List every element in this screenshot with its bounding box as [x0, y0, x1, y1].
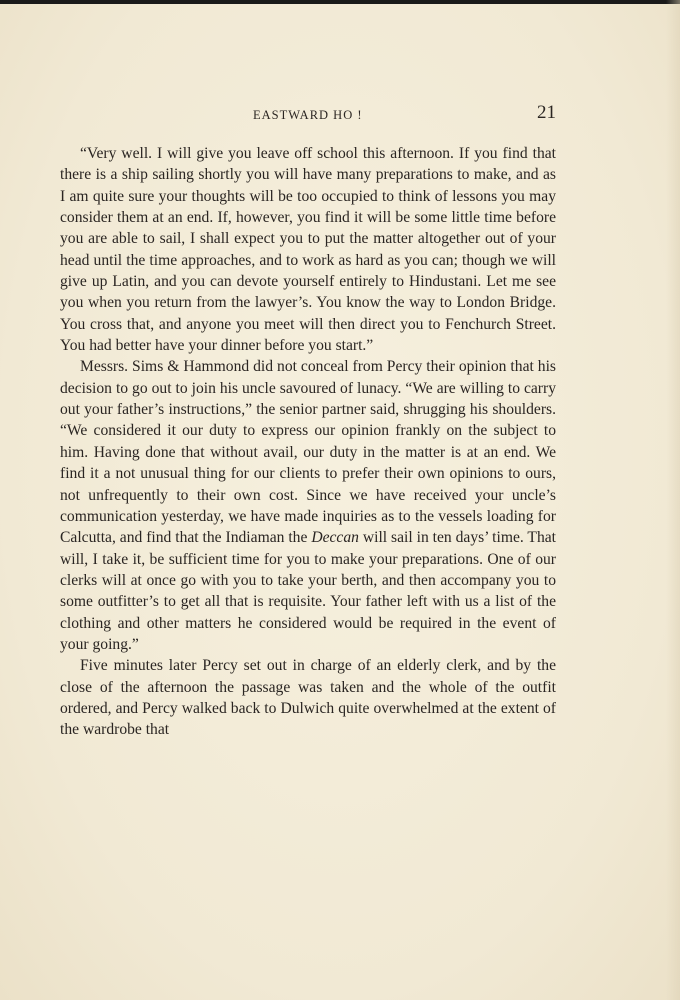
ship-name: Deccan	[311, 529, 359, 547]
paragraph-2-part-1: Messrs. Sims & Hammond did not conceal from Percy their opinion that his decision to go out to join his uncle savoured of lunacy. “We are willing to carry out your father’s instructions,” the senior partner said, shrugging his shoulders. “We considered it our duty to express our opinion frankly on the subject to him. Having done that without avail, our duty in the matter is at an end. We find it a not unusual thing for our clients to prefer their own opinions to ours, not unfrequently to their own cost. Since we have received your uncle’s communication yesterday, we have made inquiries as to the vessels loading for Calcutta, and find that the Indiaman the	[60, 358, 556, 547]
page-number: 21	[537, 102, 556, 123]
running-head: EASTWARD HO !	[253, 108, 363, 122]
page-fold-shadow	[666, 0, 680, 1000]
paragraph-2	[60, 356, 556, 655]
page-header	[60, 100, 556, 130]
scan-top-edge	[0, 0, 680, 4]
paragraph-3: Five minutes later Percy set out in charge of an elderly clerk, and by the close of the afternoon the passage was taken and the whole of the outfit ordered, and Percy walked back to Dulwich quite overwhelmed at the extent of the wardrobe that	[60, 657, 556, 739]
body-text	[60, 143, 556, 741]
paragraph-1: “Very well. I will give you leave off school this afternoon. If you find that there is a ship sailing shortly you will have many preparations to make, and as I am quite sure your thoughts will be too occupied to think of lessons you may consider them at an end. If, however, you find it will be some little time before you are able to sail, I shall expect you to put the matter altogether out of your head until the time approaches, and to work as hard as you can; though we will give up Latin, and you can devote yourself entirely to Hindustani. Let me see you when you return from the lawyer’s. You know the way to London Bridge. You cross that, and anyone you meet will then direct you to Fenchurch Street. You had better have your dinner before you start.”	[60, 145, 556, 355]
paragraph-2-part-2: will sail in ten days’ time. That will, I take it, be sufficient time for you to make your preparations. One of our clerks will at once go with you to take your berth, and then accompany you to some outfitter’s to get all that is requisite. Your father left with us a list of the clothing and other matters he considered would be required in the event of your going.”	[60, 529, 556, 653]
